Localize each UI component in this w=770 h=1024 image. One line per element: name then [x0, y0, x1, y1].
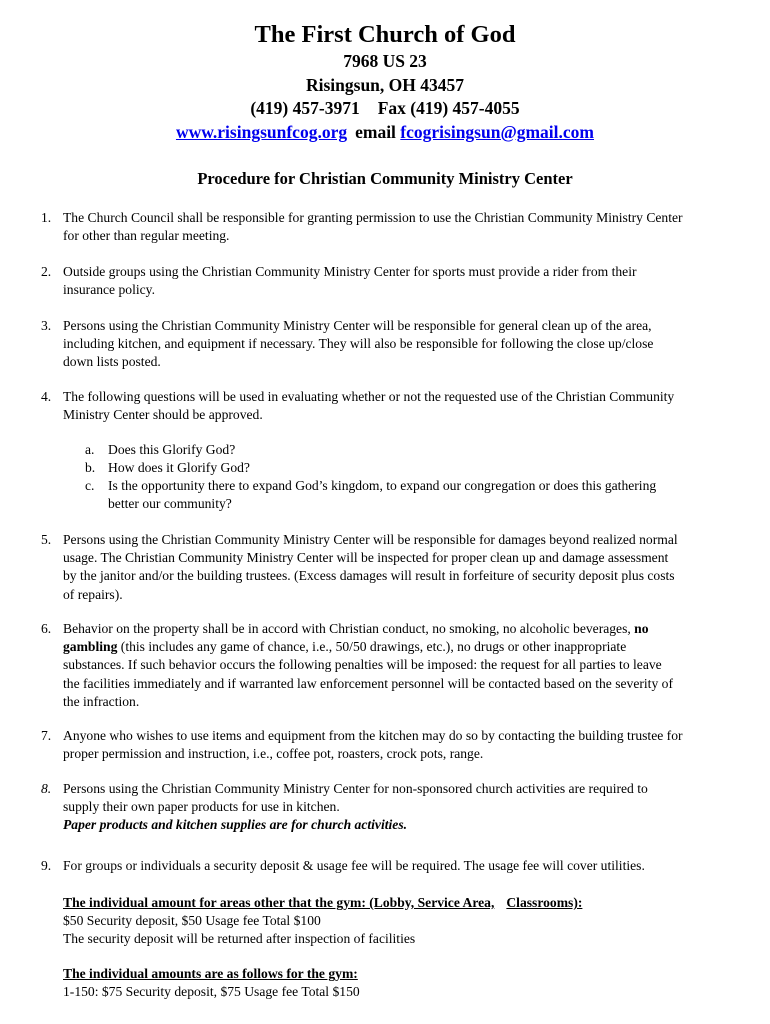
bold-text: no	[634, 621, 649, 636]
fee-section-gym	[63, 965, 755, 1001]
item-line: of repairs).	[63, 586, 123, 602]
item-number: 5.	[41, 532, 52, 547]
fee-section-individual	[63, 894, 755, 949]
item-line: the infraction.	[63, 693, 140, 709]
item-number: 9.	[41, 858, 52, 873]
fee-heading-part1: The individual amount for areas other that the gym: (Lobby, Service Area,	[63, 895, 495, 910]
fee-line: $50 Security deposit, $50 Usage fee Total $100	[63, 913, 321, 929]
item-line: down lists posted.	[63, 354, 161, 370]
sub-item-line: Is the opportunity there to expand God’s kingdom, to expand our congregation or does this gathering	[108, 478, 657, 493]
item-line	[63, 620, 755, 638]
item-number: 1.	[41, 210, 52, 225]
item-line	[63, 638, 755, 656]
sub-item-line: Does this Glorify God?	[108, 442, 236, 457]
item-line: usage. The Christian Community Ministry Center will be inspected for proper clean up and damage assessment	[63, 550, 669, 566]
fax-number: Fax (419) 457-4055	[377, 98, 520, 118]
item-line: including kitchen, and equipment if necessary. They will also be responsible for following the close up/close	[63, 336, 654, 352]
phone-number: (419) 457-3971	[250, 98, 360, 118]
item-line: supply their own paper products for use in kitchen.	[63, 799, 340, 815]
address-line-1: 7968 US 23	[343, 51, 427, 71]
item-text: (this includes any game of chance, i.e., 50/50 drawings, etc.), no drugs or other inappropriate	[117, 639, 627, 655]
item-line: Persons using the Christian Community Ministry Center will be responsible for general clean up of the area,	[63, 318, 652, 333]
sub-item-letter: c.	[85, 478, 95, 493]
item-line: Persons using the Christian Community Ministry Center will be responsible for damages beyond realized normal	[63, 532, 678, 547]
sub-item-letter: b.	[85, 460, 96, 475]
item-line: Anyone who wishes to use items and equipment from the kitchen may do so by contacting the building trustee for	[63, 728, 683, 743]
item-line: by the janitor and/or the building trustees. (Excess damages will result in forfeiture of security deposit plus costs	[63, 568, 675, 584]
emphasis-line: Paper products and kitchen supplies are for church activities.	[63, 817, 408, 833]
item-line: insurance policy.	[63, 282, 155, 298]
phone-fax-line	[0, 97, 770, 121]
gym-fee-line: 1-150: $75 Security deposit, $75 Usage fee Total $150	[63, 984, 360, 1000]
item-number: 3.	[41, 318, 52, 333]
web-email-line	[0, 121, 770, 145]
sub-item-letter: a.	[85, 442, 95, 457]
fee-heading-part2: Classrooms):	[506, 895, 583, 910]
item-line: for other than regular meeting.	[63, 228, 230, 244]
item-number: 7.	[41, 728, 52, 743]
item-number: 6.	[41, 621, 52, 636]
item-line: For groups or individuals a security deposit & usage fee will be required. The usage fee will cover utilities.	[63, 858, 645, 873]
item-line: The following questions will be used in evaluating whether or not the requested use of the Christian Community	[63, 389, 675, 404]
address-line-2: Risingsun, OH 43457	[305, 74, 465, 95]
item-line: Ministry Center should be approved.	[63, 407, 263, 423]
email-link[interactable]: fcogrisingsun@gmail.com	[400, 121, 595, 142]
church-name: The First Church of God	[254, 21, 516, 48]
gym-fee-heading: The individual amounts are as follows for the gym:	[63, 966, 358, 981]
sub-item-line: better our community?	[108, 496, 232, 512]
item-line: The Church Council shall be responsible for granting permission to use the Christian Community Ministry Center	[63, 210, 683, 225]
email-label: email	[355, 121, 396, 142]
item-line: substances. If such behavior occurs the following penalties will be imposed: the request for all parties to leave	[63, 657, 662, 673]
item-line: Outside groups using the Christian Community Ministry Center for sports must provide a rider from their	[63, 264, 637, 279]
bold-text: gambling	[63, 639, 118, 655]
letterhead	[0, 20, 770, 144]
item-line: Persons using the Christian Community Ministry Center for non-sponsored church activities are required to	[63, 781, 648, 796]
item-number: 4.	[41, 389, 52, 404]
fee-heading	[63, 894, 755, 912]
item-text: Behavior on the property shall be in accord with Christian conduct, no smoking, no alcoholic beverages,	[63, 621, 635, 636]
item-number: 2.	[41, 264, 52, 279]
item-line: the facilities immediately and if warranted law enforcement personnel will be contacted based on the severity of	[63, 675, 673, 691]
item-line: proper permission and instruction, i.e., coffee pot, roasters, crock pots, range.	[63, 746, 484, 762]
deposit-return-note: The security deposit will be returned after inspection of facilities	[63, 931, 416, 947]
sub-item-line: How does it Glorify God?	[108, 460, 250, 475]
website-link[interactable]: www.risingsunfcog.org	[175, 121, 348, 142]
item-number: 8.	[41, 781, 52, 796]
procedure-title: Procedure for Christian Community Ministry Center	[197, 169, 573, 188]
